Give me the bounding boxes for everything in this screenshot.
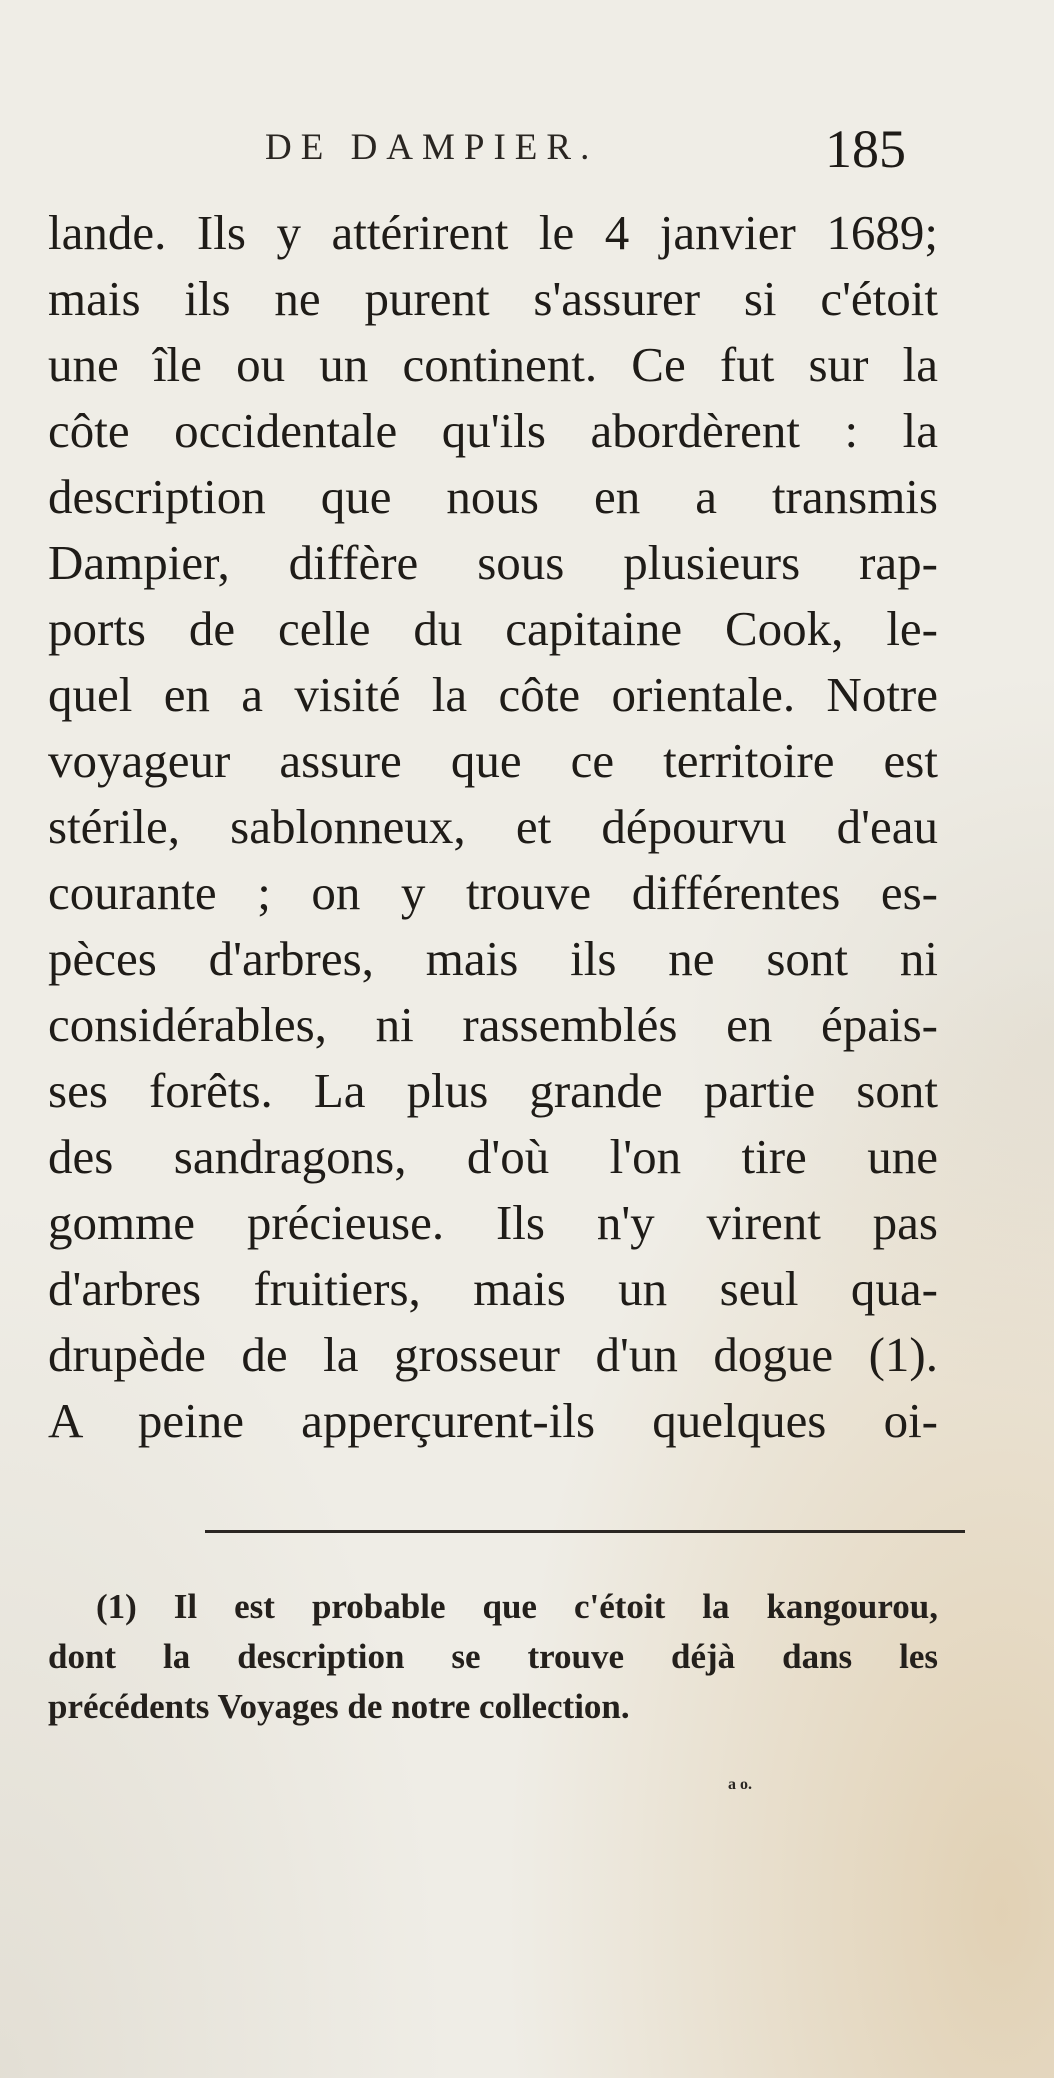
text-line: pèces d'arbres, mais ils ne sont ni <box>48 931 938 986</box>
text-line: courante ; on y trouve différentes es- <box>48 865 938 920</box>
footnote-separator-rule <box>205 1530 965 1533</box>
text-line: une île ou un continent. Ce fut sur la <box>48 337 938 392</box>
text-line: quel en a visité la côte orientale. Notre <box>48 667 938 722</box>
text-line: stérile, sablonneux, et dépourvu d'eau <box>48 799 938 854</box>
text-line: considérables, ni rassemblés en épais- <box>48 997 938 1052</box>
text-line: d'arbres fruitiers, mais un seul qua- <box>48 1261 938 1316</box>
text-line: lande. Ils y attérirent le 4 janvier 1689; <box>48 205 938 260</box>
text-line: des sandragons, d'où l'on tire une <box>48 1129 938 1184</box>
text-line: drupède de la grosseur d'un dogue (1). <box>48 1327 938 1382</box>
footnote-line: (1) Il est probable que c'étoit la kangourou, <box>96 1587 938 1626</box>
signature-mark: a o. <box>728 1776 752 1793</box>
text-line: A peine apperçurent-ils quelques oi- <box>48 1393 938 1448</box>
text-line: côte occidentale qu'ils abordèrent : la <box>48 403 938 458</box>
footnote-line: précédents Voyages de notre collection. <box>48 1687 630 1726</box>
page-number: 185 <box>825 119 906 179</box>
text-line: Dampier, diffère sous plusieurs rap- <box>48 535 938 590</box>
footnote-line: dont la description se trouve déjà dans les <box>48 1637 938 1676</box>
body-text <box>48 200 938 1454</box>
text-line: mais ils ne purent s'assurer si c'étoit <box>48 271 938 326</box>
text-line: voyageur assure que ce territoire est <box>48 733 938 788</box>
running-head-title: DE DAMPIER. <box>265 127 599 168</box>
text-line: gomme précieuse. Ils n'y virent pas <box>48 1195 938 1250</box>
text-line: ports de celle du capitaine Cook, le- <box>48 601 938 656</box>
running-head <box>50 118 950 178</box>
text-line: ses forêts. La plus grande partie sont <box>48 1063 938 1118</box>
text-line: description que nous en a transmis <box>48 469 938 524</box>
footnote <box>48 1582 938 1732</box>
